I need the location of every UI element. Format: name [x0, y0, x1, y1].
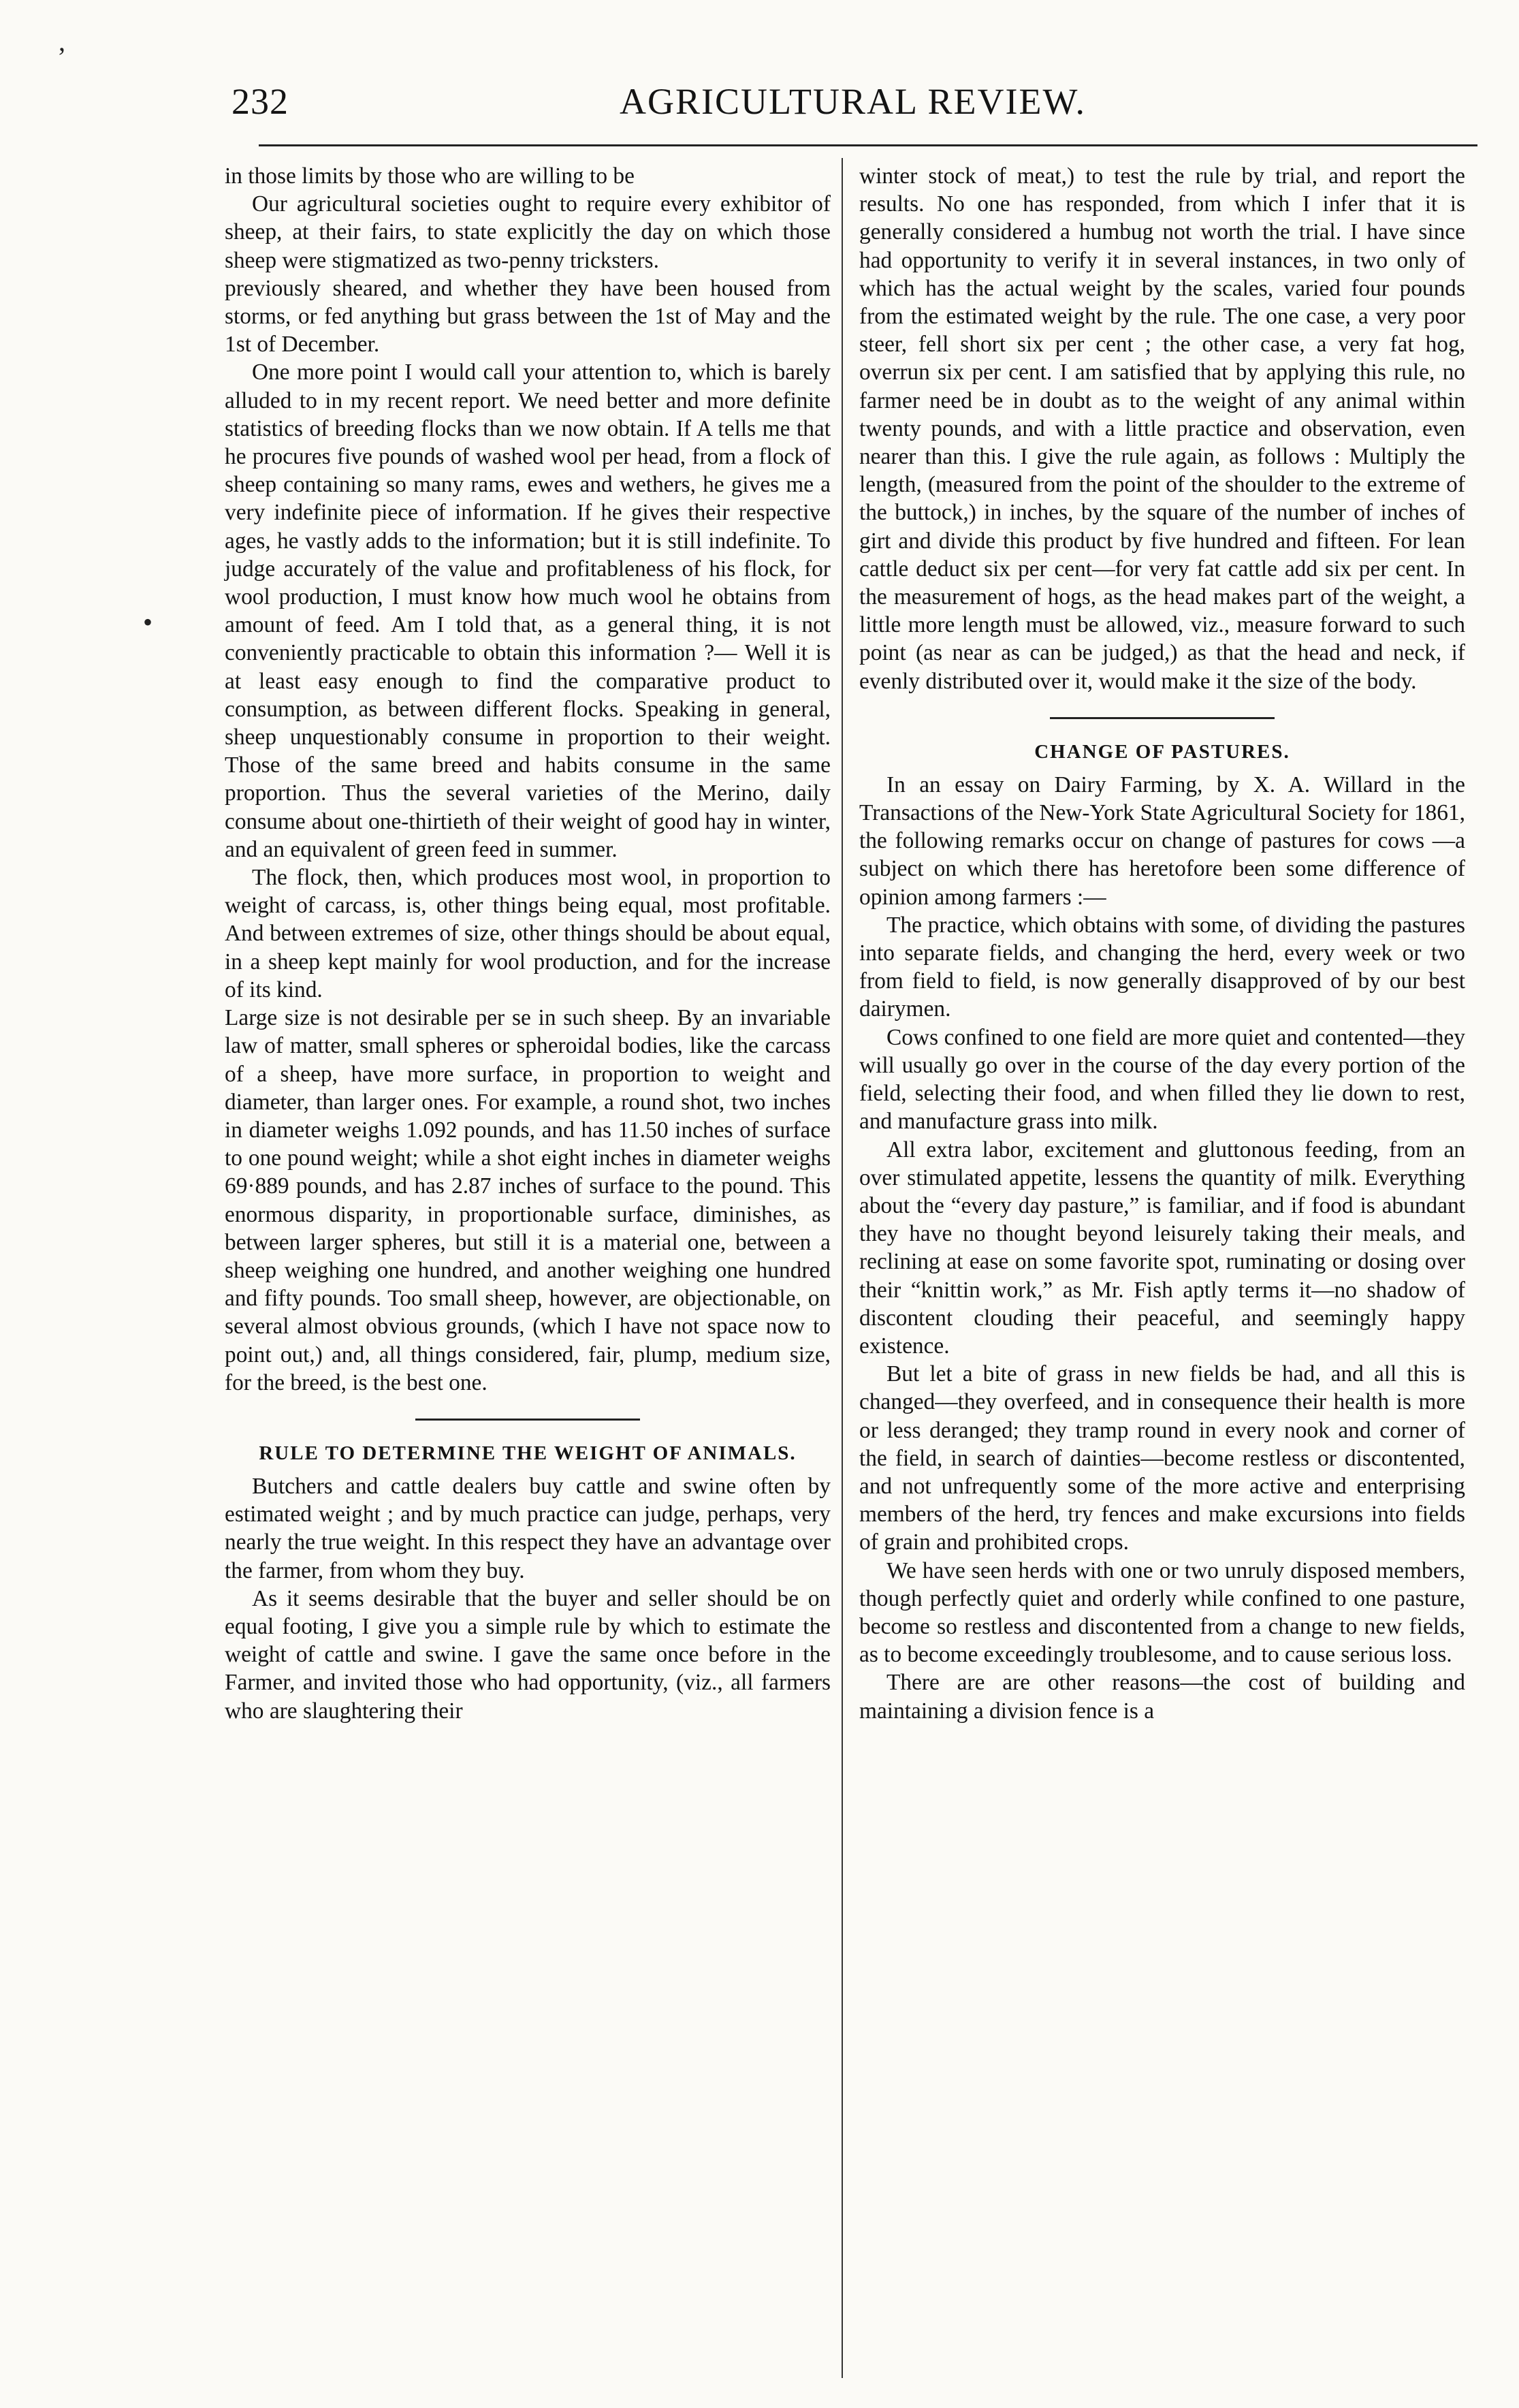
paragraph: Butchers and cattle dealers buy cattle and swine often by estimated weight ; and by much practice can judge, perhaps, very nearly the true weight. In this respect they have an advantage over the farmer, from whom they buy.	[225, 1473, 831, 1583]
section-heading: CHANGE OF PASTURES.	[1034, 740, 1290, 763]
paragraph: Cows confined to one field are more quiet and contented—they will usually go over in the course of the day every portion of the field, selecting their food, and when filled they lie down to rest, and manufacture grass into milk.	[859, 1024, 1465, 1135]
section-heading: RULE TO DETERMINE THE WEIGHT OF ANIMALS.	[259, 1442, 797, 1464]
column-divider	[842, 158, 843, 2378]
paragraph: previously sheared, and whether they have been housed from storms, or fed anything but grass between the 1st of May and the 1st of December.	[225, 275, 831, 358]
header-rule	[259, 144, 1477, 146]
paragraph: In an essay on Dairy Farming, by X. A. Willard in the Transactions of the New-York State Agricultural Society for 1861, the following remarks occur on change of pastures for cows —a subject on which there has heretofore been some difference of opinion among farmers :—	[859, 772, 1465, 910]
paragraph: in those limits by those who are willing to be	[225, 163, 635, 189]
section-rule	[415, 1419, 640, 1421]
paragraph: But let a bite of grass in new fields be had, and all this is changed—they overfeed, and in consequence their health is more or less deranged; they tramp round in every nook and corner of the field, in search of dainties—become restless or discontented, and not unfrequently some of the more active and enterprising members of the herd, try fences and make excursions into fields of grain and prohibited crops.	[859, 1361, 1465, 1555]
paragraph: All extra labor, excitement and gluttonous feeding, from an over stimulated appetite, lessens the quantity of milk. Everything about the “every day pasture,” is familiar, and if food is abundant they have no thought beyond leisurely taking their meals, and reclining at ease on some favorite spot, ruminating or dosing over their “knittin work,” as Mr. Fish aptly terms it—no shadow of discontent clouding their peaceful, and seemingly happy existence.	[859, 1137, 1465, 1359]
running-title: AGRICULTURAL REVIEW.	[620, 81, 1086, 122]
page-header	[231, 80, 1477, 135]
paragraph: winter stock of meat,) to test the rule by trial, and report the results. No one has responded, from which I infer that it is generally considered a humbug not worth the trial. I have since had opportunity to verify it in several instances, in two only of which has the actual weight by the scales, varied four pounds from the estimated weight by the rule. The one case, a very poor steer, fell short six per cent ; the other case, a very fat hog, overrun six per cent. I am satisfied that by applying this rule, no farmer need be in doubt as to the weight of any animal within twenty pounds, and with a little practice and observation, even nearer than this. I give the rule again, as follows : Multiply the length, (measured from the point of the shoulder to the extreme of the buttock,) in inches, by the square of the number of inches of girt and divide this product by five hundred and fifteen. For lean cattle deduct six per cent—for very fat cattle add six per cent. In the measurement of hogs, as the head makes part of the weight, a little more length must be allowed, viz., measure forward to such point (as near as can be judged,) as that the head and neck, if evenly distributed over it, would make it the size of the body.	[859, 163, 1465, 694]
left-column	[225, 162, 831, 1725]
section-rule	[1050, 717, 1275, 719]
page-number: 232	[231, 81, 289, 122]
paragraph: Large size is not desirable per se in such sheep. By an invariable law of matter, small spheres or spheroidal bodies, like the carcass of a sheep, have more surface, in proportion to weight and diameter, than larger ones. For example, a round shot, two inches in diameter weighs 1.092 pounds, and has 11.50 inches of surface to one pound weight; while a shot eight inches in diameter weighs 69·889 pounds, and has 2.87 inches of surface to the pound. This enormous disparity, in proportionable surface, diminishes, as between larger spheres, but still it is a material one, between a sheep weighing one hundred, and another weighing one hundred and fifty pounds. Too small sheep, however, are objectionable, on several almost obvious grounds, (which I have not space now to point out,) and, all things considered, fair, plump, medium size, for the breed, is the best one.	[225, 1005, 831, 1395]
paragraph: We have seen herds with one or two unruly disposed members, though perfectly quiet and orderly while confined to one pasture, become so restless and discontented from a change to new fields, as to become exceedingly troublesome, and to cause serious loss.	[859, 1557, 1465, 1668]
paragraph: There are are other reasons—the cost of building and maintaining a division fence is a	[859, 1670, 1465, 1724]
right-column	[859, 162, 1465, 1725]
paragraph: As it seems desirable that the buyer and seller should be on equal footing, I give you a simple rule by which to estimate the weight of cattle and swine. I gave the same once before in the Farmer, and invited those who had opportunity, (viz., all farmers who are slaughtering their	[225, 1585, 831, 1724]
margin-mark: ’	[57, 42, 67, 72]
paragraph: The practice, which obtains with some, of dividing the pastures into separate fields, and changing the herd, every week or two from field to field, is now generally disapproved of by our best dairymen.	[859, 912, 1465, 1022]
paragraph: The flock, then, which produces most wool, in proportion to weight of carcass, is, other things being equal, most profitable. And between extremes of size, other things should be about equal, in a sheep kept mainly for wool production, and for the increase of its kind.	[225, 865, 831, 1002]
paragraph: Our agricultural societies ought to require every exhibitor of sheep, at their fairs, to state explicitly the day on which those sheep were stigmatized as two-penny tricksters.	[225, 191, 831, 273]
margin-mark: •	[143, 607, 153, 637]
paragraph: One more point I would call your attention to, which is barely alluded to in my recent report. We need better and more definite statistics of breeding flocks than we now obtain. If A tells me that he procures five pounds of washed wool per head, from a flock of sheep containing so many rams, ewes and wethers, he gives me a very indefinite piece of information. If he gives their respective ages, he vastly adds to the information; but it is still indefinite. To judge accurately of the value and profitableness of his flock, for wool production, I must know how much wool he obtains from amount of feed. Am I told that, as a general thing, it is not conveniently practicable to obtain this information ?— Well it is at least easy enough to find the comparative product to consumption, as between different flocks. Speaking in general, sheep unquestionably consume in proportion to their weight. Those of the same breed and habits consume in the same proportion. Thus the several varieties of the Merino, daily consume about one-thirtieth of their weight of good hay in winter, and an equivalent of green feed in summer.	[225, 360, 831, 862]
